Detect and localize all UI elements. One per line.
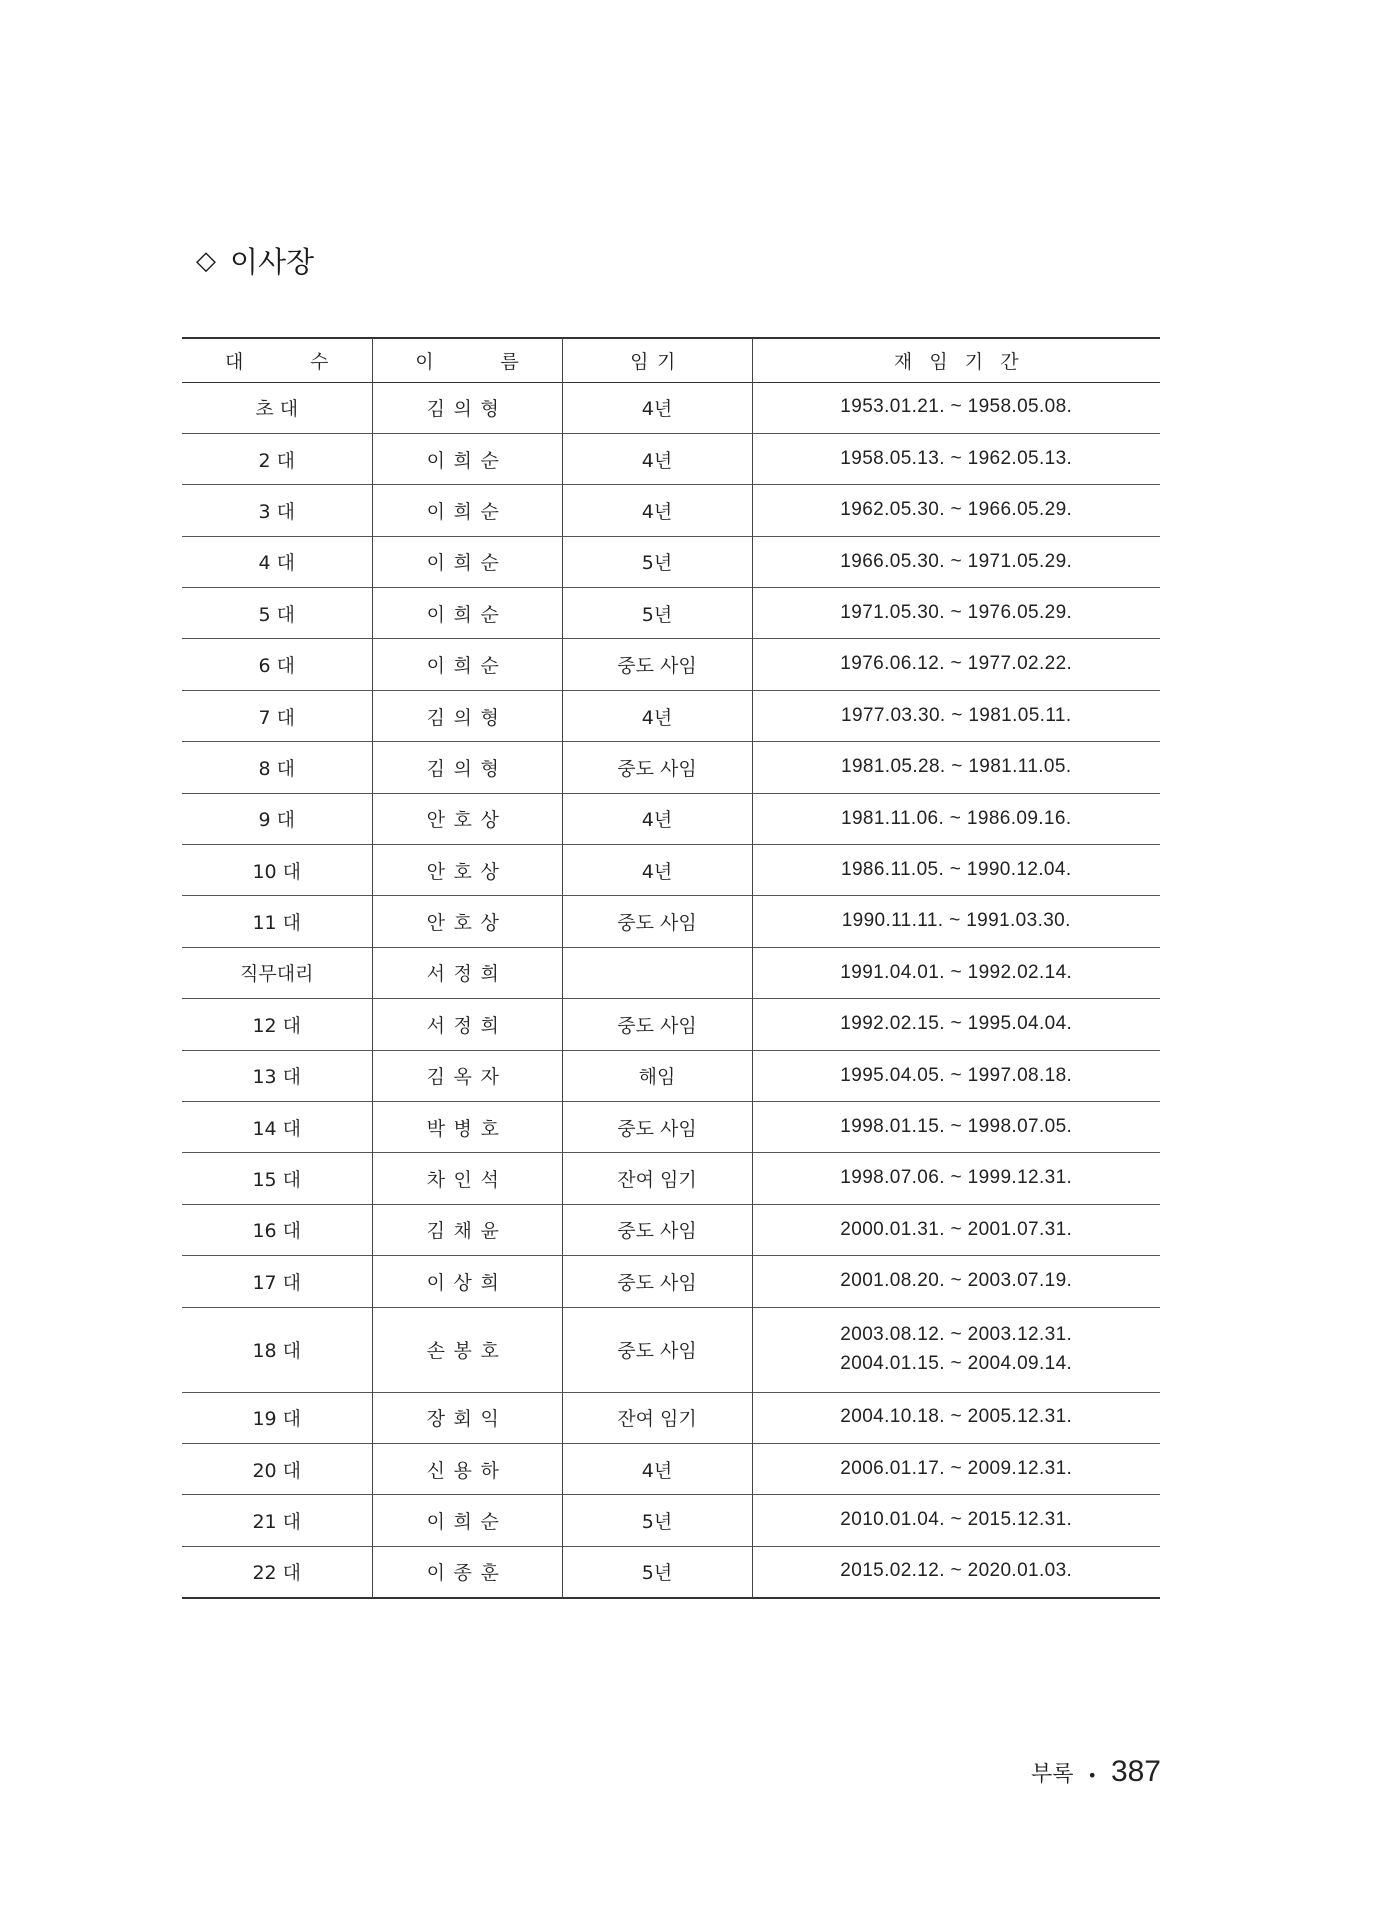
name-cell: 이상희 xyxy=(372,1256,562,1307)
name-cell: 박병호 xyxy=(372,1101,562,1152)
period-line: 1998.01.15. ~ 1998.07.05. xyxy=(840,1115,1073,1137)
tenure-cell: 중도 사임 xyxy=(562,1204,752,1255)
term-cell: 5 대 xyxy=(258,603,295,626)
period-line: 1995.04.05. ~ 1997.08.18. xyxy=(840,1064,1073,1086)
table-row xyxy=(182,947,1160,998)
table-row xyxy=(182,1546,1160,1597)
tenure-cell: 4년 xyxy=(562,382,752,433)
table-row xyxy=(182,639,1160,690)
table-row xyxy=(182,1204,1160,1255)
period-cell xyxy=(752,999,1160,1050)
page-footer xyxy=(1031,1755,1161,1789)
term-cell: 19 대 xyxy=(252,1408,302,1431)
period-cell xyxy=(752,433,1160,484)
term-cell: 16 대 xyxy=(252,1220,302,1243)
tenure-cell: 4년 xyxy=(562,845,752,896)
term-cell: 직무대리 xyxy=(240,963,314,986)
period-line: 2000.01.31. ~ 2001.07.31. xyxy=(840,1218,1073,1240)
period-cell xyxy=(752,1546,1160,1597)
table-row xyxy=(182,1256,1160,1307)
name-cell: 장회익 xyxy=(372,1392,562,1443)
term-cell: 20 대 xyxy=(252,1459,302,1482)
tenure-cell: 4년 xyxy=(562,1443,752,1494)
page-number: 387 xyxy=(1110,1755,1161,1788)
period-line: 1966.05.30. ~ 1971.05.29. xyxy=(840,550,1073,572)
header-name: 이 름 xyxy=(372,338,562,382)
footer-label: 부록 xyxy=(1030,1762,1074,1787)
period-line: 1990.11.11. ~ 1991.03.30. xyxy=(841,910,1071,932)
period-line: 2003.08.12. ~ 2003.12.31. xyxy=(840,1324,1073,1346)
name-cell: 이희순 xyxy=(372,588,562,639)
tenure-cell: 4년 xyxy=(562,793,752,844)
term-cell: 초 대 xyxy=(255,398,299,421)
term-cell: 12 대 xyxy=(252,1014,302,1037)
name-cell: 김옥자 xyxy=(372,1050,562,1101)
term-cell: 14 대 xyxy=(252,1117,302,1140)
period-line: 1977.03.30. ~ 1981.05.11. xyxy=(841,704,1072,726)
tenure-cell: 중도 사임 xyxy=(562,999,752,1050)
name-cell: 이종훈 xyxy=(372,1546,562,1597)
period-line: 1986.11.05. ~ 1990.12.04. xyxy=(841,858,1072,880)
period-cell xyxy=(752,382,1160,433)
table-row xyxy=(182,382,1160,433)
table-row xyxy=(182,1101,1160,1152)
section-heading xyxy=(196,240,314,281)
term-cell: 11 대 xyxy=(252,912,302,935)
table-row xyxy=(182,896,1160,947)
table-row xyxy=(182,742,1160,793)
period-line: 1998.07.06. ~ 1999.12.31. xyxy=(840,1167,1073,1189)
period-cell xyxy=(752,1307,1160,1392)
period-line: 2001.08.20. ~ 2003.07.19. xyxy=(840,1270,1073,1292)
table-row xyxy=(182,1050,1160,1101)
table-row xyxy=(182,793,1160,844)
term-cell: 3 대 xyxy=(258,500,295,523)
name-cell: 이희순 xyxy=(372,639,562,690)
term-cell: 18 대 xyxy=(252,1340,302,1363)
period-cell xyxy=(752,639,1160,690)
tenure-cell: 해임 xyxy=(562,1050,752,1101)
period-line: 1971.05.30. ~ 1976.05.29. xyxy=(840,602,1073,623)
term-cell: 22 대 xyxy=(252,1562,302,1585)
tenure-cell: 5년 xyxy=(562,588,752,639)
period-line: 1953.01.21. ~ 1958.05.08. xyxy=(840,396,1073,418)
tenure-cell: 중도 사임 xyxy=(562,639,752,690)
tenure-cell: 잔여 임기 xyxy=(562,1392,752,1443)
period-cell xyxy=(752,1204,1160,1255)
period-cell xyxy=(752,742,1160,793)
period-cell xyxy=(752,485,1160,536)
name-cell: 손봉호 xyxy=(372,1307,562,1392)
term-cell: 8 대 xyxy=(258,757,295,780)
period-cell xyxy=(752,947,1160,998)
name-cell: 서정희 xyxy=(372,999,562,1050)
period-cell xyxy=(752,1392,1160,1443)
tenure-cell: 중도 사임 xyxy=(562,1101,752,1152)
name-cell: 안호상 xyxy=(372,896,562,947)
section-title: 이사장 xyxy=(230,245,315,279)
table-row xyxy=(182,1392,1160,1443)
tenure-cell xyxy=(562,947,752,998)
period-line: 2015.02.12. ~ 2020.01.03. xyxy=(840,1560,1073,1582)
period-cell xyxy=(752,1495,1160,1546)
term-cell: 13 대 xyxy=(252,1066,302,1089)
period-line: 2004.01.15. ~ 2004.09.14. xyxy=(840,1352,1073,1374)
diamond-icon: ◇ xyxy=(196,245,216,276)
tenure-cell: 4년 xyxy=(562,485,752,536)
tenure-cell: 5년 xyxy=(562,536,752,587)
tenure-cell: 잔여 임기 xyxy=(562,1153,752,1204)
header-period: 재임기간 xyxy=(752,338,1160,382)
period-line: 1981.05.28. ~ 1981.11.05. xyxy=(841,756,1072,778)
name-cell: 이희순 xyxy=(372,1495,562,1546)
name-cell: 안호상 xyxy=(372,845,562,896)
tenure-cell: 5년 xyxy=(562,1495,752,1546)
table-row xyxy=(182,536,1160,587)
period-cell xyxy=(752,1153,1160,1204)
period-cell xyxy=(752,536,1160,587)
name-cell: 이희순 xyxy=(372,485,562,536)
period-line: 1991.04.01. ~ 1992.02.14. xyxy=(840,961,1073,983)
name-cell: 서정희 xyxy=(372,947,562,998)
period-cell xyxy=(752,793,1160,844)
period-line: 2004.10.18. ~ 2005.12.31. xyxy=(840,1406,1073,1428)
name-cell: 김의형 xyxy=(372,382,562,433)
table-row xyxy=(182,485,1160,536)
table-row xyxy=(182,588,1160,639)
term-cell: 2 대 xyxy=(258,449,295,472)
term-cell: 21 대 xyxy=(252,1511,302,1533)
header-tenure: 임기 xyxy=(562,338,752,382)
tenure-cell: 5년 xyxy=(562,1546,752,1597)
table-row xyxy=(182,1443,1160,1494)
period-cell xyxy=(752,896,1160,947)
name-cell: 이희순 xyxy=(372,536,562,587)
name-cell: 안호상 xyxy=(372,793,562,844)
term-cell: 4 대 xyxy=(258,552,295,575)
tenure-cell: 4년 xyxy=(562,690,752,741)
term-cell: 9 대 xyxy=(258,809,295,832)
tenure-cell: 중도 사임 xyxy=(562,742,752,793)
name-cell: 김의형 xyxy=(372,690,562,741)
period-cell xyxy=(752,1101,1160,1152)
term-cell: 15 대 xyxy=(252,1169,302,1192)
period-cell xyxy=(752,1256,1160,1307)
name-cell: 김의형 xyxy=(372,742,562,793)
table-row xyxy=(182,1307,1160,1392)
period-line: 1976.06.12. ~ 1977.02.22. xyxy=(840,653,1073,675)
period-cell xyxy=(752,588,1160,639)
table-header-row xyxy=(182,338,1160,382)
name-cell: 차인석 xyxy=(372,1153,562,1204)
period-cell xyxy=(752,690,1160,741)
period-line: 2006.01.17. ~ 2009.12.31. xyxy=(840,1457,1073,1479)
table-row xyxy=(182,845,1160,896)
tenure-cell: 4년 xyxy=(562,433,752,484)
period-line: 1962.05.30. ~ 1966.05.29. xyxy=(840,499,1073,521)
table-row xyxy=(182,690,1160,741)
period-line: 1992.02.15. ~ 1995.04.04. xyxy=(840,1013,1073,1035)
period-cell xyxy=(752,1050,1160,1101)
term-cell: 7 대 xyxy=(258,706,295,729)
period-line: 1981.11.06. ~ 1986.09.16. xyxy=(841,807,1072,829)
table-row xyxy=(182,999,1160,1050)
period-cell xyxy=(752,1443,1160,1494)
period-cell xyxy=(752,845,1160,896)
term-cell: 10 대 xyxy=(252,860,302,883)
tenure-cell: 중도 사임 xyxy=(562,1307,752,1392)
header-term: 대 수 xyxy=(224,350,359,373)
name-cell: 이희순 xyxy=(372,433,562,484)
name-cell: 신용하 xyxy=(372,1443,562,1494)
table-row xyxy=(182,433,1160,484)
table-row xyxy=(182,1495,1160,1546)
tenure-cell: 중도 사임 xyxy=(562,1256,752,1307)
name-cell: 김채윤 xyxy=(372,1204,562,1255)
term-cell: 6 대 xyxy=(258,655,295,678)
footer-separator: • xyxy=(1087,1766,1097,1785)
tenure-cell: 중도 사임 xyxy=(562,896,752,947)
period-line: 2010.01.04. ~ 2015.12.31. xyxy=(840,1509,1073,1531)
table-row xyxy=(182,1153,1160,1204)
chairman-table xyxy=(182,337,1160,1599)
period-line: 1958.05.13. ~ 1962.05.13. xyxy=(840,447,1073,469)
term-cell: 17 대 xyxy=(252,1271,302,1294)
